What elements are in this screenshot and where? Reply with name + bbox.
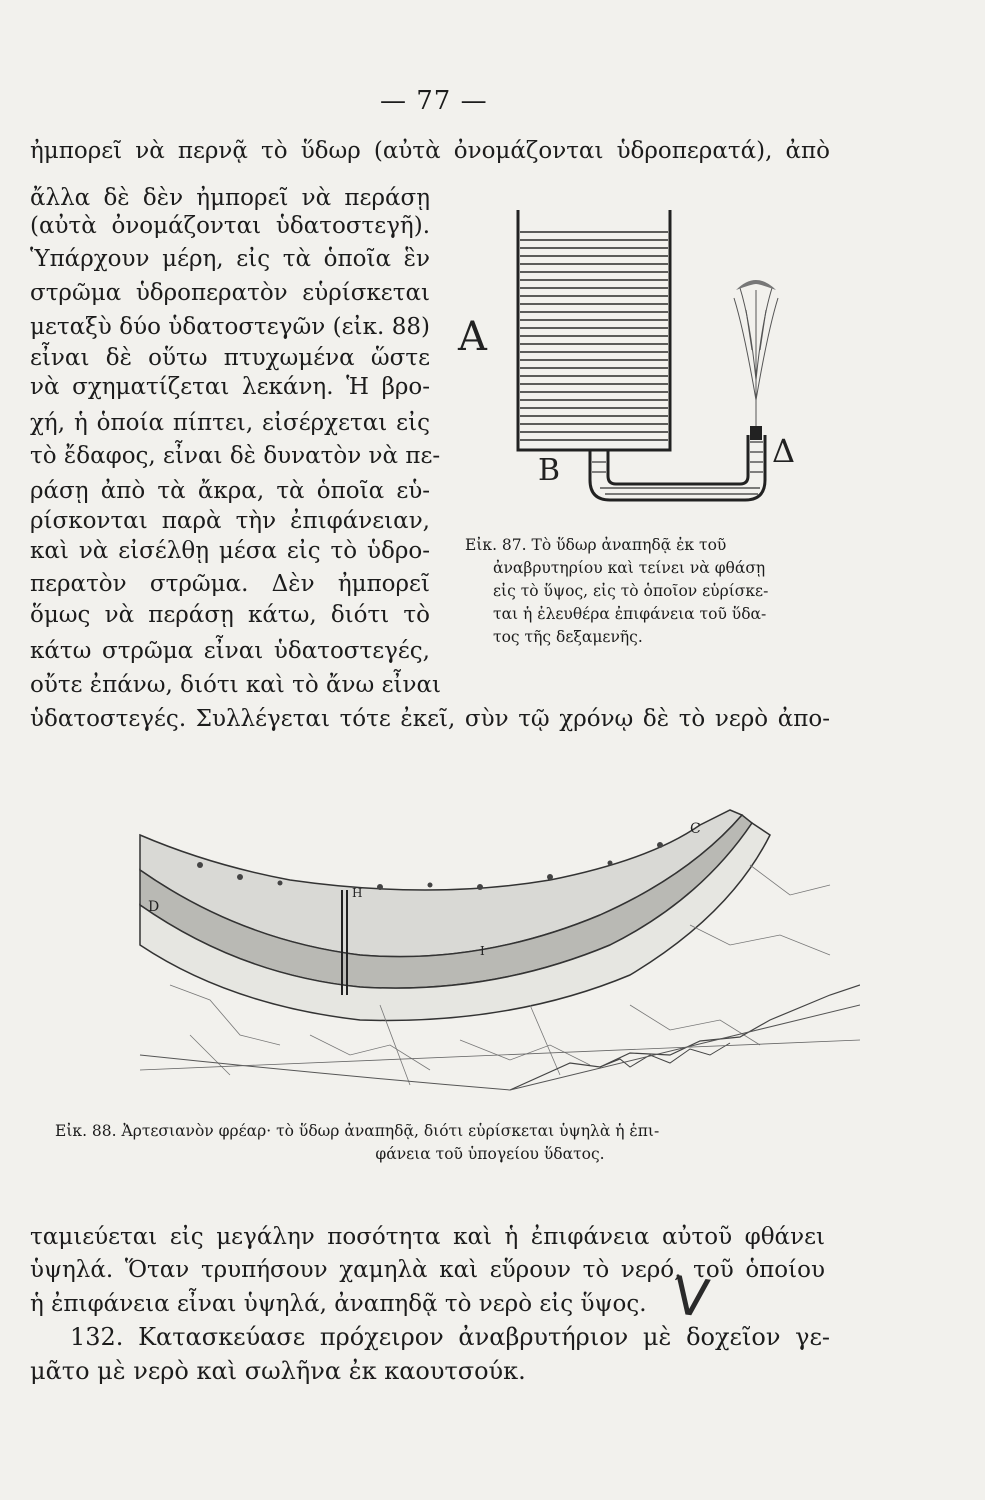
text-line: ἄλλα δὲ δὲν ἠμπορεῖ νὰ περάσῃ — [30, 185, 430, 211]
label-d: Δ — [772, 432, 796, 470]
text-line: στρῶμα ὑδροπερατὸν εὑρίσκεται — [30, 280, 430, 306]
label-b: Β — [538, 453, 561, 488]
text-line: εἶναι δὲ οὕτω πτυχωμένα ὥστε — [30, 345, 430, 371]
caption-line: ται ἡ ἐλευθέρα ἐπιφάνεια τοῦ ὕδα- — [493, 605, 767, 623]
text-line: ὅμως νὰ περάσῃ κάτω, διότι τὸ — [30, 602, 430, 628]
text-line: ὑδατοστεγές. Συλλέγεται τότε ἐκεῖ, σὺν τῷ χρόνῳ δὲ τὸ νερὸ ἀπο- — [30, 706, 830, 732]
caption-line: ἀναβρυτηρίου καὶ τείνει νὰ φθάσῃ — [493, 559, 766, 577]
text-line: νὰ σχηματίζεται λεκάνη. Ἡ βρο- — [30, 374, 430, 400]
text-line: ὑψηλά. Ὅταν τρυπήσουν χαμηλὰ καὶ εὕρουν τὸ νερό, τοῦ ὁποίου — [30, 1257, 825, 1283]
caption-line: Εἰκ. 87. Τὸ ὕδωρ ἀναπηδᾷ ἐκ τοῦ — [465, 536, 727, 554]
text-line: Ὑπάρχουν μέρη, εἰς τὰ ὁποῖα ἓν — [30, 246, 430, 272]
label-a: Α — [458, 314, 487, 360]
caption-line: εἰς τὸ ὕψος, εἰς τὸ ὁποῖον εὑρίσκε- — [493, 582, 769, 600]
check-mark: V — [668, 1265, 713, 1331]
text-line: κάτω στρῶμα εἶναι ὑδατοστεγές, — [30, 638, 430, 664]
figure-88-caption — [55, 1120, 925, 1166]
label-h: H — [352, 886, 363, 900]
label-d: D — [148, 899, 160, 915]
text-line: τὸ ἔδαφος, εἶναι δὲ δυνατὸν νὰ πε- — [30, 443, 441, 469]
label-c: C — [690, 821, 701, 837]
text-line: περατὸν στρῶμα. Δὲν ἠμπορεῖ — [30, 571, 430, 597]
caption-line: τος τῆς δεξαμενῆς. — [493, 628, 643, 646]
figure-88-artesian-basin — [130, 805, 860, 1095]
figure-87-fountain — [440, 180, 840, 525]
text-line: (αὐτὰ ὀνομάζονται ὑδατοστεγῆ). — [30, 213, 430, 239]
figure-87-caption — [465, 534, 845, 649]
text-line: χή, ἡ ὁποία πίπτει, εἰσέρχεται εἰς — [30, 410, 430, 436]
caption-line: φάνεια τοῦ ὑπογείου ὕδατος. — [375, 1145, 605, 1163]
exercise-132: 132. Κατασκεύασε πρόχειρον ἀναβρυτήριον μὲ δοχεῖον γε- — [70, 1323, 830, 1351]
text-line: μᾶτο μὲ νερὸ καὶ σωλῆνα ἐκ καουτσούκ. — [30, 1357, 526, 1385]
text-line: οὔτε ἐπάνω, διότι καὶ τὸ ἄνω εἶναι — [30, 672, 442, 698]
caption-line: Εἰκ. 88. Ἀρτεσιανὸν φρέαρ· τὸ ὕδωρ ἀναπηδᾷ, διότι εὑρίσκεται ὑψηλὰ ἡ ἐπι- — [55, 1122, 660, 1140]
text-line: ράσῃ ἀπὸ τὰ ἄκρα, τὰ ὁποῖα εὑ- — [30, 478, 430, 504]
text-line: καὶ νὰ εἰσέλθῃ μέσα εἰς τὸ ὑδρο- — [30, 538, 430, 564]
label-i: I — [480, 944, 485, 958]
text-line: ἡ ἐπιφάνεια εἶναι ὑψηλά, ἀναπηδᾷ τὸ νερὸ εἰς ὕψος. — [30, 1291, 647, 1317]
text-line: μεταξὺ δύο ὑδατοστεγῶν (εἰκ. 88) — [30, 314, 430, 340]
text-line: ταμιεύεται εἰς μεγάλην ποσότητα καὶ ἡ ἐπιφάνεια αὐτοῦ φθάνει — [30, 1224, 825, 1250]
text-line: ρίσκονται παρὰ τὴν ἐπιφάνειαν, — [30, 508, 430, 534]
page-number: — 77 — — [380, 86, 488, 116]
text-line: ἠμπορεῖ νὰ περνᾷ τὸ ὕδωρ (αὐτὰ ὀνομάζονται ὑδροπερατά), ἀπὸ — [30, 138, 830, 164]
